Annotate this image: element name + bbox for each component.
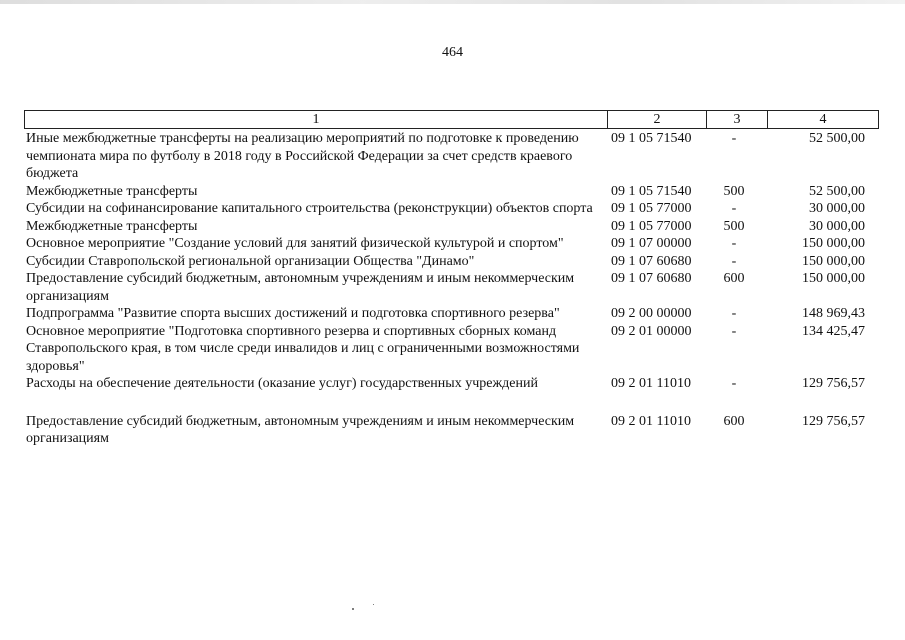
table-row — [24, 305, 877, 323]
header-cell-3: 3 — [707, 111, 768, 128]
row-amount: 52 500,00 — [809, 183, 865, 199]
scan-speck — [373, 604, 374, 605]
row-code: 09 2 01 00000 — [611, 323, 692, 339]
header-cell-1: 1 — [25, 111, 608, 128]
table-body — [24, 130, 877, 448]
table-row — [24, 413, 877, 448]
row-amount: 150 000,00 — [802, 236, 865, 251]
table-header — [24, 110, 879, 129]
row-code: 09 2 00 00000 — [611, 306, 692, 321]
scan-speck — [352, 608, 354, 610]
row-code: 09 2 01 11010 — [611, 376, 691, 391]
row-vr: - — [731, 236, 737, 251]
table-row — [24, 235, 877, 253]
row-name: Подпрограмма "Развитие спорта высших достижений и подготовка спортивного резерва" — [26, 306, 560, 321]
row-vr: - — [731, 376, 737, 391]
row-code: 09 1 07 60680 — [611, 271, 692, 286]
row-vr: 600 — [723, 271, 745, 286]
row-vr: - — [731, 306, 737, 321]
table-row — [24, 375, 877, 393]
table-row — [24, 200, 877, 218]
row-name: Иные межбюджетные трансферты на реализацию мероприятий по подготовке к проведению чемпионата мира по футболу в 2018 году в Российской Федерации за счет средств краевого бюджета — [26, 131, 579, 181]
row-name: Предоставление субсидий бюджетным, автономным учреждениям и иным некоммерческим организациям — [26, 413, 575, 446]
row-code: 09 2 01 11010 — [611, 413, 691, 429]
row-amount: 30 000,00 — [809, 218, 865, 234]
row-amount: 52 500,00 — [809, 131, 865, 146]
row-amount: 134 425,47 — [802, 323, 865, 339]
row-name: Субсидии на софинансирование капитального строительства (реконструкции) объектов спорта — [26, 201, 593, 216]
header-cell-2: 2 — [608, 111, 707, 128]
row-amount: 129 756,57 — [802, 376, 865, 391]
row-vr: - — [731, 201, 737, 216]
row-vr: - — [731, 131, 737, 146]
row-amount: 150 000,00 — [802, 253, 865, 269]
row-code: 09 1 07 00000 — [611, 236, 692, 251]
page-number: 464 — [442, 45, 463, 60]
header-cell-4: 4 — [819, 112, 827, 127]
row-vr: - — [731, 323, 737, 339]
table-row — [24, 253, 877, 271]
table-row — [24, 183, 877, 201]
row-code: 09 1 05 77000 — [611, 218, 692, 234]
row-vr: 600 — [723, 413, 745, 429]
row-name: Основное мероприятие "Подготовка спортивного резерва и спортивных сборных команд Ставропольского края, в том числе среди инвалидов и лиц с ограниченными возможностями здоровья" — [26, 323, 580, 374]
row-vr: 500 — [723, 183, 745, 199]
row-vr: - — [731, 253, 737, 269]
row-gap — [24, 393, 877, 413]
row-code: 09 1 05 71540 — [611, 183, 692, 199]
scan-edge-artifact — [0, 0, 905, 4]
row-name: Межбюджетные трансферты — [26, 183, 198, 199]
row-amount: 150 000,00 — [802, 271, 865, 286]
row-name: Субсидии Ставропольской региональной организации Общества "Динамо" — [26, 253, 475, 269]
row-amount: 148 969,43 — [802, 306, 865, 321]
table-row — [24, 218, 877, 236]
row-code: 09 1 05 77000 — [611, 201, 692, 216]
row-name: Межбюджетные трансферты — [26, 218, 198, 234]
row-code: 09 1 07 60680 — [611, 253, 692, 269]
table-row — [24, 270, 877, 305]
row-amount: 129 756,57 — [802, 413, 865, 429]
table-row — [24, 130, 877, 183]
row-amount: 30 000,00 — [809, 201, 865, 216]
row-code: 09 1 05 71540 — [611, 131, 692, 146]
row-vr: 500 — [723, 218, 745, 234]
table-row — [24, 323, 877, 376]
row-name: Расходы на обеспечение деятельности (оказание услуг) государственных учреждений — [26, 376, 538, 391]
row-name: Предоставление субсидий бюджетным, автономным учреждениям и иным некоммерческим организациям — [26, 271, 575, 304]
row-name: Основное мероприятие "Создание условий для занятий физической культурой и спортом" — [26, 236, 564, 251]
